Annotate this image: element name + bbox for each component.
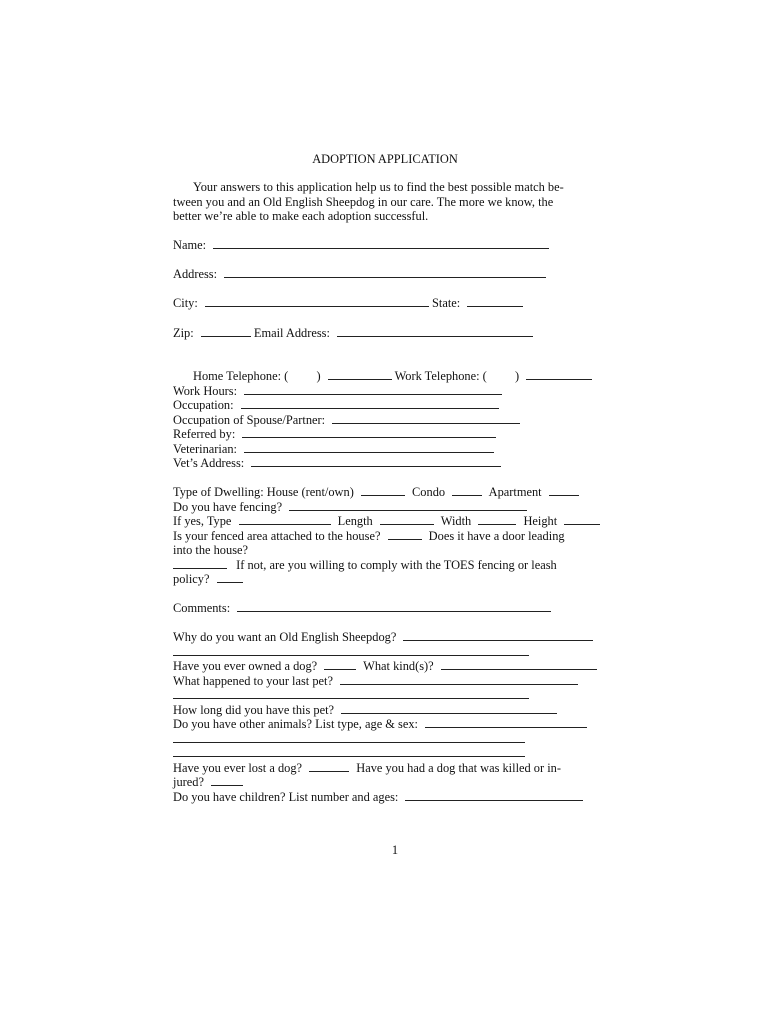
zip-row xyxy=(173,326,619,341)
fence-type-row xyxy=(173,514,619,529)
height-label: Height xyxy=(523,514,558,528)
veterinarian-row xyxy=(173,442,619,457)
dwelling-label: Type of Dwelling: House (rent/own) xyxy=(173,485,354,499)
why-want-field-continued[interactable] xyxy=(173,645,529,656)
address-row xyxy=(173,267,619,282)
referred-by-field[interactable] xyxy=(242,427,496,438)
children-row xyxy=(173,790,619,805)
spouse-occupation-row xyxy=(173,413,619,428)
height-field[interactable] xyxy=(564,514,600,525)
work-hours-field[interactable] xyxy=(244,384,502,395)
why-want-field[interactable] xyxy=(403,630,593,641)
door-comply-row xyxy=(173,558,619,573)
spouse-occupation-field[interactable] xyxy=(332,413,520,424)
why-want-continued-row xyxy=(173,645,619,660)
policy-field[interactable] xyxy=(217,572,243,583)
what-kind-field[interactable] xyxy=(441,659,597,670)
email-label: Email Address: xyxy=(253,326,330,340)
owned-dog-row xyxy=(173,659,619,674)
owned-dog-field[interactable] xyxy=(324,659,356,670)
referred-by-label: Referred by: xyxy=(173,427,236,441)
home-telephone-label: Home Telephone: ( xyxy=(193,369,289,383)
door-leading-label: Does it have a door leading xyxy=(428,529,565,543)
address-field[interactable] xyxy=(224,267,546,278)
home-paren-close: ) xyxy=(316,369,321,383)
zip-label: Zip: xyxy=(173,326,194,340)
other-animals-label: Do you have other animals? List type, age & sex: xyxy=(173,717,418,731)
house-field[interactable] xyxy=(361,485,405,496)
veterinarian-field[interactable] xyxy=(244,442,494,453)
fence-type-field[interactable] xyxy=(239,514,331,525)
telephone-row xyxy=(173,369,639,384)
veterinarian-label: Veterinarian: xyxy=(173,442,237,456)
city-row xyxy=(173,296,619,311)
work-telephone-field[interactable] xyxy=(526,369,592,380)
intro-line-1: Your answers to this application help us to find the best possible match be- xyxy=(193,180,564,194)
intro-line-2: tween you and an Old English Sheepdog in our care. The more we know, the xyxy=(173,195,554,209)
fencing-label: Do you have fencing? xyxy=(173,500,283,514)
city-field[interactable] xyxy=(205,296,429,307)
how-long-row xyxy=(173,703,619,718)
comments-row xyxy=(173,601,619,616)
lost-dog-row xyxy=(173,761,619,776)
killed-injured-label: Have you had a dog that was killed or in- xyxy=(356,761,561,775)
fencing-field[interactable] xyxy=(289,500,527,511)
name-row xyxy=(173,238,619,253)
apartment-label: Apartment xyxy=(488,485,542,499)
name-label: Name: xyxy=(173,238,207,252)
children-field[interactable] xyxy=(405,790,583,801)
door-leading-field[interactable] xyxy=(173,558,227,569)
width-label: Width xyxy=(440,514,472,528)
occupation-row xyxy=(173,398,619,413)
condo-label: Condo xyxy=(412,485,446,499)
occupation-label: Occupation: xyxy=(173,398,234,412)
length-field[interactable] xyxy=(380,514,434,525)
why-want-row xyxy=(173,630,619,645)
condo-field[interactable] xyxy=(452,485,482,496)
last-pet-continued-row xyxy=(173,688,619,703)
work-hours-label: Work Hours: xyxy=(173,384,238,398)
policy-label: policy? xyxy=(173,572,210,586)
other-animals-continued-row-1 xyxy=(173,732,619,747)
city-label: City: xyxy=(173,296,198,310)
zip-field[interactable] xyxy=(201,326,251,337)
intro-line-3: better we’re able to make each adoption successful. xyxy=(173,209,429,223)
other-animals-field-continued[interactable] xyxy=(173,732,525,743)
work-telephone-label: Work Telephone: ( xyxy=(394,369,487,383)
killed-injured-field[interactable] xyxy=(211,775,243,786)
lost-dog-field[interactable] xyxy=(309,761,349,772)
children-label: Do you have children? List number and ages: xyxy=(173,790,399,804)
comments-label: Comments: xyxy=(173,601,231,615)
jured-row xyxy=(173,775,619,790)
state-field[interactable] xyxy=(467,296,523,307)
jured-label: jured? xyxy=(173,775,204,789)
why-want-label: Why do you want an Old English Sheepdog? xyxy=(173,630,397,644)
other-animals-row xyxy=(173,717,619,732)
comments-field[interactable] xyxy=(237,601,551,612)
vet-address-row xyxy=(173,456,619,471)
name-field[interactable] xyxy=(213,238,549,249)
last-pet-field[interactable] xyxy=(340,674,578,685)
last-pet-label: What happened to your last pet? xyxy=(173,674,333,688)
apartment-field[interactable] xyxy=(549,485,579,496)
vet-address-label: Vet’s Address: xyxy=(173,456,245,470)
vet-address-field[interactable] xyxy=(251,456,501,467)
fenced-attached-field[interactable] xyxy=(388,529,422,540)
length-label: Length xyxy=(337,514,373,528)
into-house-label: into the house? xyxy=(173,543,249,557)
fencing-row xyxy=(173,500,619,515)
lost-dog-label: Have you ever lost a dog? xyxy=(173,761,303,775)
fenced-attached-row xyxy=(173,529,619,544)
if-not-label: If not, are you willing to comply with the TOES fencing or leash xyxy=(236,558,557,572)
state-label: State: xyxy=(432,296,461,310)
other-animals-continued-row-2 xyxy=(173,746,619,761)
work-hours-row xyxy=(173,384,619,399)
other-animals-field-continued[interactable] xyxy=(173,746,525,757)
how-long-label: How long did you have this pet? xyxy=(173,703,335,717)
work-paren-close: ) xyxy=(515,369,520,383)
fenced-attached-label: Is your fenced area attached to the house? xyxy=(173,529,381,543)
page-number: 1 xyxy=(391,843,399,857)
what-kind-label: What kind(s)? xyxy=(363,659,434,673)
other-animals-field[interactable] xyxy=(425,717,587,728)
home-telephone-field[interactable] xyxy=(328,369,392,380)
referred-by-row xyxy=(173,427,619,442)
email-field[interactable] xyxy=(337,326,533,337)
how-long-field[interactable] xyxy=(341,703,557,714)
policy-row xyxy=(173,572,619,587)
width-field[interactable] xyxy=(478,514,516,525)
owned-dog-label: Have you ever owned a dog? xyxy=(173,659,318,673)
last-pet-field-continued[interactable] xyxy=(173,688,529,699)
fence-type-label: If yes, Type xyxy=(173,514,232,528)
address-label: Address: xyxy=(173,267,218,281)
occupation-field[interactable] xyxy=(241,398,499,409)
last-pet-row xyxy=(173,674,619,689)
spouse-occupation-label: Occupation of Spouse/Partner: xyxy=(173,413,326,427)
dwelling-row xyxy=(173,485,619,500)
page-title: ADOPTION APPLICATION xyxy=(312,152,458,166)
